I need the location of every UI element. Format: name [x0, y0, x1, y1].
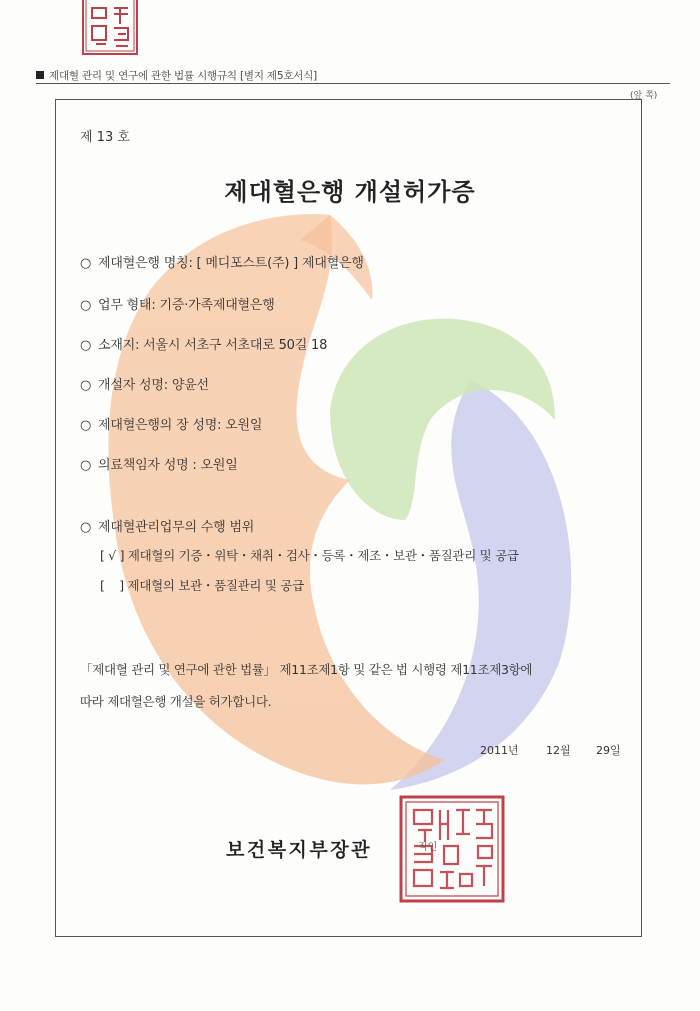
square-bullet-icon: [36, 71, 44, 79]
official-seal-stamp: [398, 794, 506, 904]
checkbox-checked: [ √ ]: [100, 548, 125, 563]
date-month: 12월: [546, 744, 571, 757]
seal-label: 직인: [418, 842, 438, 853]
regulation-note: [36, 68, 317, 83]
circle-bullet-icon: ○: [80, 418, 92, 433]
permit-statement-line2: 따라 제대혈은행 개설을 허가합니다.: [80, 694, 272, 709]
item-address: ○ 소재지: 서울시 서초구 서초대로 50길 18: [80, 338, 328, 353]
circle-bullet-icon: ○: [80, 378, 92, 393]
side-note: (앞 쪽): [630, 91, 658, 101]
item-medical-director: ○ 의료책임자 성명 : 오원일: [80, 458, 238, 473]
item-business-type: ○ 업무 형태: 기증·가족제대혈은행: [80, 298, 275, 313]
item-founder: ○ 개설자 성명: 양윤선: [80, 378, 209, 393]
date-year: 2011년: [480, 744, 519, 757]
circle-bullet-icon: ○: [80, 520, 92, 535]
signer-title: 보건복지부장관: [226, 839, 372, 861]
circle-bullet-icon: ○: [80, 256, 92, 271]
circle-bullet-icon: ○: [80, 458, 92, 473]
certificate-title: 제대혈은행 개설허가증: [224, 178, 476, 206]
item-bank-head: ○ 제대혈은행의 장 성명: 오원일: [80, 418, 263, 433]
regulation-note-text: 제대혈 관리 및 연구에 관한 법률 시행규칙 [별지 제5호서식]: [49, 70, 318, 82]
permit-statement-line1: 「제대혈 관리 및 연구에 관한 법률」 제11조제1항 및 같은 법 시행령 제11조제3항에: [80, 662, 533, 677]
checkbox-empty: [ ]: [100, 578, 124, 593]
header-divider: [36, 83, 670, 84]
item-scope: ○ 제대혈관리업무의 수행 범위: [80, 520, 255, 535]
top-seal-stamp: [80, 0, 140, 58]
circle-bullet-icon: ○: [80, 298, 92, 313]
scope-option-storage: [ ] 제대혈의 보관・품질관리 및 공급: [100, 578, 304, 593]
item-bank-name: ○ 제대혈은행 명칭: [ 메디포스트(주) ] 제대혈은행: [80, 256, 364, 271]
date-day: 29일: [596, 744, 621, 757]
circle-bullet-icon: ○: [80, 338, 92, 353]
document-number: 제 13 호: [80, 130, 130, 145]
scope-option-full: [ √ ] 제대혈의 기증・위탁・채취・검사・등록・제조・보관・품질관리 및 공급: [100, 548, 519, 563]
